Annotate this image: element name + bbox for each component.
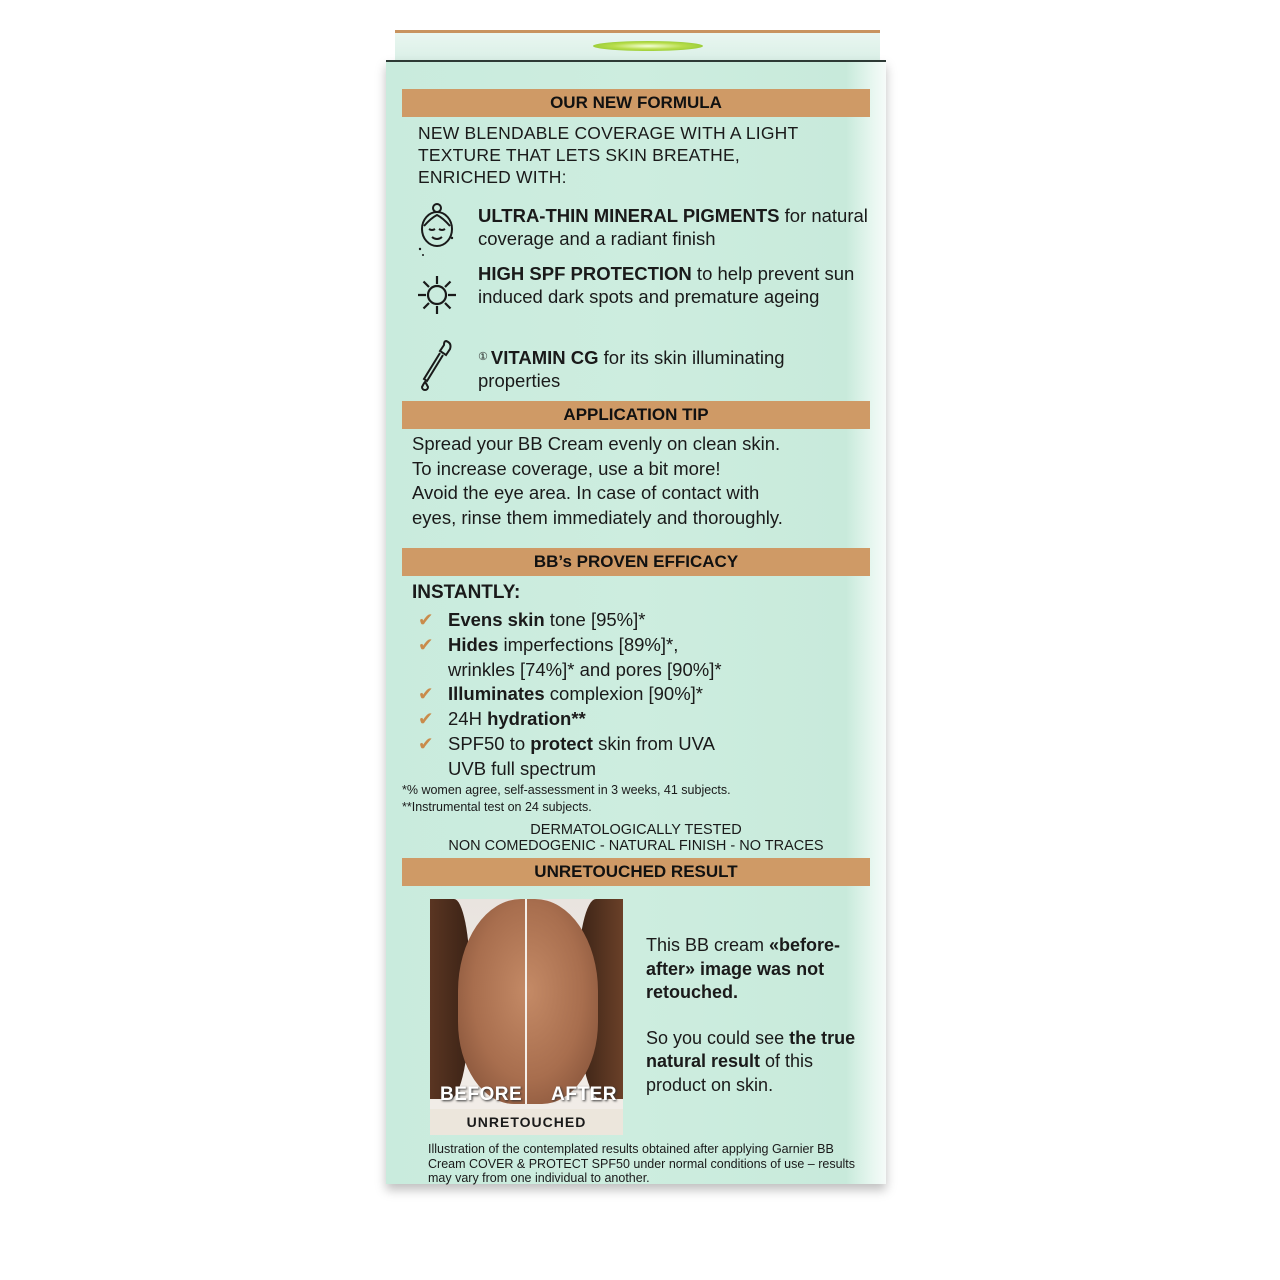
- footnotes: [402, 782, 731, 816]
- efficacy-item-cont: UVB full spectrum: [448, 757, 597, 779]
- box-top-flap: [395, 30, 880, 63]
- efficacy-item: ✔ SPF50 to protect skin from UVA UVB full spectrum: [418, 732, 715, 781]
- application-tip-text: [412, 432, 882, 530]
- check-icon: ✔: [418, 609, 434, 630]
- unretouched-note: This BB cream «before-after» image was not retouched. So you could see the true natural result of this product on skin.: [646, 935, 856, 1095]
- tip-line: To increase coverage, use a bit more!: [412, 457, 721, 479]
- claim-line: NON COMEDOGENIC - NATURAL FINISH - NO TRACES: [448, 838, 824, 854]
- footnote: **Instrumental test on 24 subjects.: [402, 800, 592, 814]
- section-header-efficacy: BB’s PROVEN EFFICACY: [402, 548, 870, 576]
- section-header-formula: OUR NEW FORMULA: [402, 89, 870, 117]
- tip-line: eyes, rinse them immediately and thoroughly.: [412, 506, 783, 528]
- check-icon: ✔: [418, 708, 434, 729]
- claim-line: DERMATOLOGICALLY TESTED: [530, 822, 742, 838]
- feature-vitamin-cg: ① VITAMIN CG for its skin illuminating properties: [478, 347, 785, 391]
- intro-line: ENRICHED WITH:: [418, 167, 567, 187]
- split-line: [525, 899, 527, 1104]
- face-image: [458, 899, 598, 1104]
- after-label: AFTER: [551, 1084, 617, 1105]
- efficacy-item: ✔ 24H hydration**: [418, 707, 586, 732]
- intro-line: TEXTURE THAT LETS SKIN BREATHE,: [418, 145, 740, 165]
- footnote: *% women agree, self-assessment in 3 weeks, 41 subjects.: [402, 783, 731, 797]
- check-icon: ✔: [418, 634, 434, 655]
- dropper-icon: [416, 337, 456, 395]
- efficacy-item: ✔ Evens skin tone [95%]*: [418, 608, 645, 633]
- tip-line: Avoid the eye area. In case of contact with: [412, 482, 760, 503]
- formula-intro: [418, 122, 798, 188]
- feature-spf-protection: HIGH SPF PROTECTION to help prevent sun induced dark spots and premature ageing: [478, 263, 855, 307]
- efficacy-item-cont: wrinkles [74%]* and pores [90%]*: [448, 658, 722, 680]
- before-label: BEFORE: [440, 1084, 523, 1105]
- unretouched-banner: UNRETOUCHED: [430, 1109, 623, 1135]
- disclaimer: Illustration of the contemplated results obtained after applying Garnier BB Cream COVER & PROTECT SPF50 under normal conditions of use – results may vary from one individual to another.: [428, 1142, 856, 1185]
- intro-line: NEW BLENDABLE COVERAGE WITH A LIGHT: [418, 123, 799, 143]
- efficacy-item: ✔ Hides imperfections [89%]*, wrinkles [74%]* and pores [90%]*: [418, 633, 722, 682]
- feature-mineral-pigments: ULTRA-THIN MINERAL PIGMENTS for natural coverage and a radiant finish: [478, 205, 868, 249]
- tip-line: Spread your BB Cream evenly on clean skin.: [412, 433, 781, 454]
- before-after-photo: [430, 899, 623, 1135]
- sun-icon: [416, 274, 458, 316]
- face-icon: [416, 202, 458, 258]
- efficacy-lead: INSTANTLY:: [412, 582, 521, 603]
- brand-logo-icon: [593, 41, 703, 51]
- check-icon: ✔: [418, 683, 434, 704]
- efficacy-item: ✔ Illuminates complexion [90%]*: [418, 682, 703, 707]
- section-header-application-tip: APPLICATION TIP: [402, 401, 870, 429]
- check-icon: ✔: [418, 733, 434, 754]
- product-box-back: [386, 60, 886, 1184]
- section-header-unretouched: UNRETOUCHED RESULT: [402, 858, 870, 886]
- claims: [386, 822, 886, 854]
